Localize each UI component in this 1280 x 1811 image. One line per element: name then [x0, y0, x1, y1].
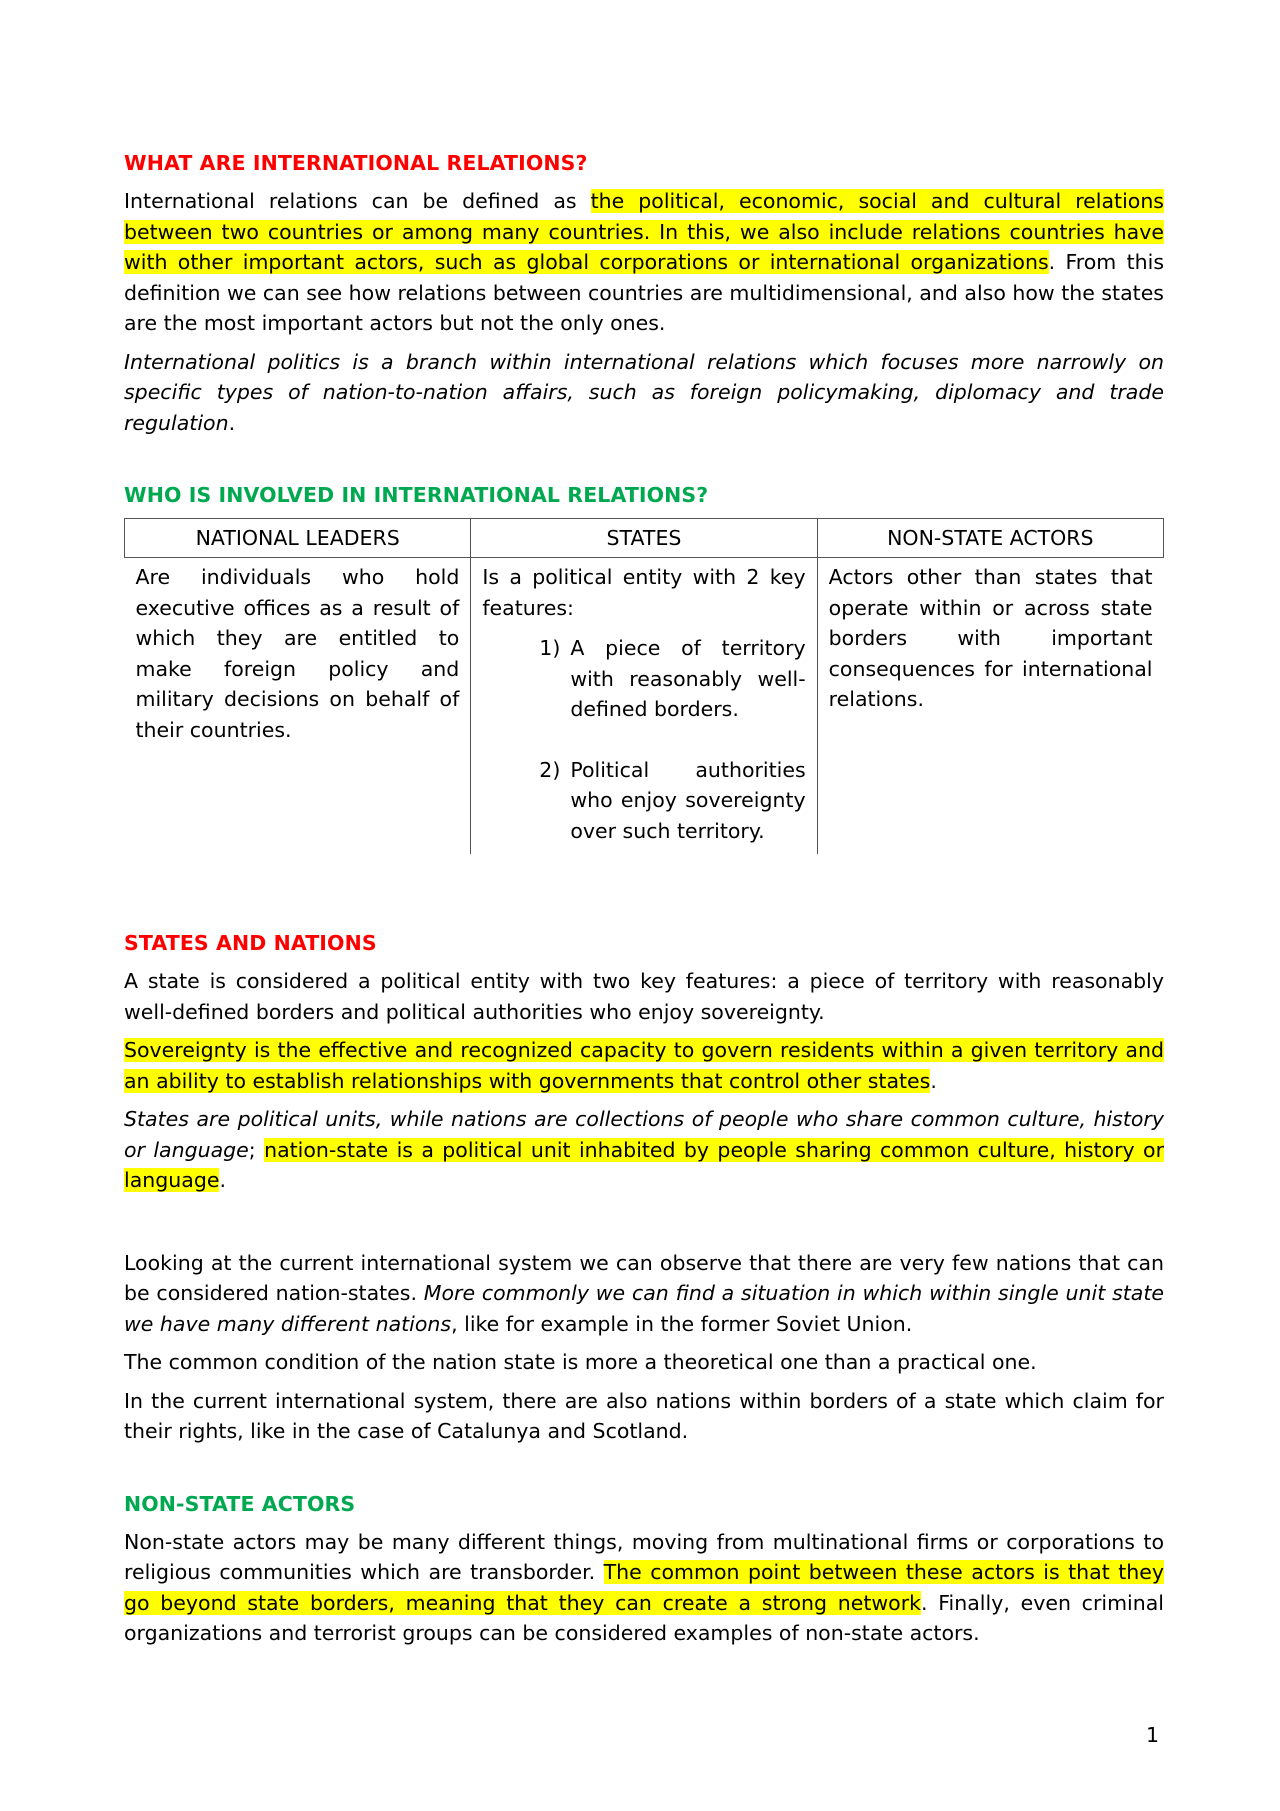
highlighted-text: Sovereignty is the effective and recognized capacity to govern residents within a given territory and an ability to establish relationships with governments that control other states	[124, 1038, 1164, 1093]
paragraph-common-condition: The common condition of the nation state is more a theoretical one than a practical one.	[124, 1350, 1037, 1374]
column-header-states: STATES	[471, 519, 817, 558]
paragraph-sovereignty	[124, 1035, 1164, 1096]
highlighted-text: nation-state is a political unit inhabited by people sharing common culture, history or language	[124, 1137, 1164, 1192]
document-page	[124, 150, 1164, 1657]
column-header-non-state-actors: NON-STATE ACTORS	[817, 519, 1163, 558]
italic-text: International politics is a branch within international relations which focuses more narrowly on specific types of nation-to-nation affairs, such as foreign policymaking, diplomacy and trade regulation	[124, 349, 1164, 435]
heading-states-and-nations: STATES AND NATIONS	[124, 931, 377, 955]
list-text: Political authorities who enjoy sovereignty over such territory.	[570, 757, 806, 843]
text: . Finally, even criminal organizations and terrorist groups can be considered examples of non-state actors.	[124, 1590, 1164, 1645]
paragraph-nations-within-borders: In the current international system, there are also nations within borders of a state which claim for their rights, like in the case of Catalunya and Scotland.	[124, 1388, 1164, 1443]
paragraph-current-system	[124, 1248, 1164, 1340]
column-header-national-leaders: NATIONAL LEADERS	[125, 519, 471, 558]
list-number: 2)	[539, 757, 561, 782]
text: ;	[248, 1137, 265, 1162]
actors-table	[124, 518, 1164, 854]
text: .	[930, 1068, 937, 1093]
text: , like for example in the former Soviet Union.	[451, 1311, 913, 1336]
text: International relations can be defined as	[124, 189, 591, 213]
heading-non-state-actors: NON-STATE ACTORS	[124, 1491, 356, 1516]
highlighted-text: The common point between these actors is that they go beyond state borders, meaning that they can create a strong network	[124, 1560, 1164, 1615]
cell-states	[471, 558, 817, 855]
text: .	[219, 1168, 226, 1192]
text: .	[228, 410, 236, 435]
paragraph-ir-definition	[124, 186, 1164, 339]
cell-non-state-actors: Actors other than states that operate within or across state borders with important consequences for international relations.	[817, 558, 1163, 855]
italic-text: More commonly we can find a situation in which within single unit state we have many different nations	[124, 1281, 1164, 1336]
states-intro: Is a political entity with 2 key features:	[482, 565, 806, 620]
highlighted-text: the political, economic, social and cultural relations between two countries or among many countries. In this, we also include relations countries have with other important actors, such as global corporations or international organizations	[124, 189, 1164, 274]
paragraph-state-definition: A state is considered a political entity with two key features: a piece of territory with reasonably well-defined borders and political authorities who enjoy sovereignty.	[124, 969, 1164, 1024]
list-item	[482, 633, 805, 725]
italic-text: States are political units, while nations are collections of people who share common culture, history or language	[124, 1107, 1164, 1162]
page-number: 1	[1146, 1723, 1160, 1747]
heading-who-is-involved: WHO IS INVOLVED IN INTERNATIONAL RELATIONS?	[124, 483, 709, 507]
text: . From this definition we can see how relations between countries are multidimensional, and also how the states are the most important actors but not the only ones.	[124, 250, 1165, 335]
paragraph-nation-state	[124, 1104, 1164, 1196]
cell-national-leaders: Are individuals who hold executive offices as a result of which they are entitled to make foreign policy and military decisions on behalf of their countries.	[125, 558, 471, 855]
list-text: A piece of territory with reasonably well-defined borders.	[570, 636, 806, 721]
paragraph-non-state-actors	[124, 1527, 1164, 1649]
list-item	[482, 755, 805, 847]
list-number: 1)	[539, 636, 561, 660]
table-row	[125, 558, 1164, 855]
heading-what-are-ir: WHAT ARE INTERNATIONAL RELATIONS?	[124, 151, 588, 175]
paragraph-international-politics	[124, 347, 1164, 439]
text: Looking at the current international system we can observe that there are very few nations that can be considered nation-states.	[124, 1250, 1164, 1305]
text: Non-state actors may be many different things, moving from multinational firms or corporations to religious communities which are transborder.	[124, 1529, 1164, 1584]
